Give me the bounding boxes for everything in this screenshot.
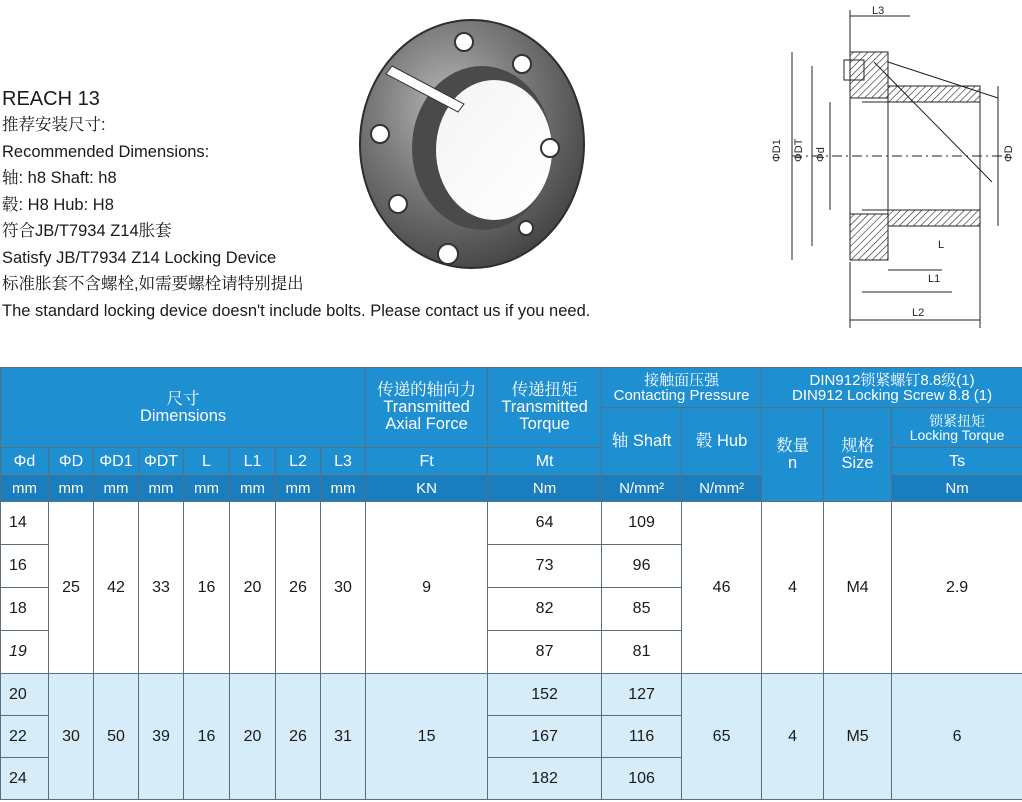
table-cell-Ft: 15 [366,674,488,800]
screw-header-cn: DIN912锁紧螺钉8.8级(1) [809,371,975,389]
unit-phiDT: mm [139,476,184,502]
table-cell-L3: 31 [321,674,366,800]
size-header [824,408,892,502]
torque-header-en1: Transmitted [501,398,588,416]
drawing-label-dt: ΦDT [793,138,805,162]
symbol-phid: Φd [1,448,49,476]
unit-L: mm [184,476,230,502]
unit-phiD: mm [49,476,94,502]
unit-L2: mm [276,476,321,502]
table-cell-L: 16 [184,674,230,800]
drawing-label-d1: ΦD1 [771,139,783,162]
table-cell-D: 25 [49,502,94,674]
table-cell-size: M4 [824,502,892,674]
axial-force-header-en1: Transmitted [383,398,470,416]
unit-P1: N/mm² [682,476,762,502]
product-title: REACH 13 [2,88,100,110]
screw-header [762,368,1022,408]
table-cell-P: 127 [602,674,682,716]
table-cell-d: 18 [1,588,49,631]
table-cell-Mt: 82 [488,588,602,631]
table-cell-L2: 26 [276,674,321,800]
table-cell-DT: 33 [139,502,184,674]
unit-Mt: Nm [488,476,602,502]
symbol-Ft: Ft [366,448,488,476]
table-cell-Ts: 6 [892,674,1022,800]
table-cell-d: 19 [1,631,49,674]
table-cell-L1: 20 [230,674,276,800]
unit-P: N/mm² [602,476,682,502]
symbol-L1: L1 [230,448,276,476]
symbol-L2: L2 [276,448,321,476]
table-cell-Mt: 64 [488,502,602,545]
symbol-phiD: ΦD [49,448,94,476]
table-cell-D: 30 [49,674,94,800]
symbol-Ts: Ts [892,448,1022,476]
locking-torque-header-cn: 锁紧扭矩 [929,412,986,429]
table-cell-D1: 50 [94,674,139,800]
drawing-label-l: L [938,239,945,251]
table-cell-P: 96 [602,545,682,588]
table-cell-P: 81 [602,631,682,674]
pressure-header [602,368,762,408]
table-cell-P1: 46 [682,502,762,674]
pressure-header-cn: 接触面压强 [644,371,720,389]
symbol-L: L [184,448,230,476]
table-cell-d: 16 [1,545,49,588]
table-cell-Mt: 87 [488,631,602,674]
drawing-label-l2: L2 [912,307,925,319]
qty-header-en: n [787,453,798,472]
table-cell-DT: 39 [139,674,184,800]
dimensions-header-en: Dimensions [139,406,227,425]
qty-header-cn: 数量 [776,436,810,455]
torque-header-cn: 传递扭矩 [511,381,578,399]
unit-phiD1: mm [94,476,139,502]
locking-device-photo [352,8,588,274]
unit-Ft: KN [366,476,488,502]
intro-line: The standard locking device doesn't include bolts. Please contact us if you need. [2,301,591,320]
table-cell-Ft: 9 [366,502,488,674]
table-cell-P: 85 [602,588,682,631]
table-cell-n: 4 [762,502,824,674]
shaft-header: 轴 Shaft [602,408,682,476]
unit-L3: mm [321,476,366,502]
torque-header-en2: Torque [519,415,570,433]
drawing-label-d: Φd [815,147,827,162]
axial-force-header-en2: Axial Force [385,415,468,433]
symbol-phiD1: ΦD1 [94,448,139,476]
symbol-phiDT: ΦDT [139,448,184,476]
table-cell-Mt: 167 [488,716,602,758]
torque-header [488,368,602,448]
dimensions-header-cn: 尺寸 [166,389,200,408]
table-cell-d: 22 [1,716,49,758]
table-cell-d: 20 [1,674,49,716]
intro-line: Satisfy JB/T7934 Z14 Locking Device [2,248,277,267]
table-cell-P: 106 [602,758,682,800]
technical-drawing [762,2,1020,330]
table-cell-Ts: 2.9 [892,502,1022,674]
table-cell-L2: 26 [276,502,321,674]
screw-header-en: DIN912 Locking Screw 8.8 (1) [792,386,993,404]
size-header-cn: 规格 [841,436,875,455]
unit-phid: mm [1,476,49,502]
intro-line: 符合JB/T7934 Z14胀套 [2,222,172,240]
drawing-label-l3: L3 [872,5,885,17]
dimensions-header [1,368,366,448]
drawing-label-dd: ΦD [1003,145,1015,162]
hub-header: 毂 Hub [682,408,762,476]
table-cell-D1: 42 [94,502,139,674]
table-cell-Mt: 73 [488,545,602,588]
locking-torque-header [892,408,1022,448]
axial-force-header [366,368,488,448]
table-cell-P: 109 [602,502,682,545]
intro-line: 标准胀套不含螺栓,如需要螺栓请特别提出 [2,275,304,293]
symbol-L3: L3 [321,448,366,476]
table-cell-d: 24 [1,758,49,800]
pressure-header-en: Contacting Pressure [613,386,750,404]
intro-line: 推荐安装尺寸: [2,116,106,134]
table-cell-n: 4 [762,674,824,800]
axial-force-header-cn: 传递的轴向力 [377,381,477,399]
table-cell-L1: 20 [230,502,276,674]
spec-table [0,367,1022,800]
table-cell-P: 116 [602,716,682,758]
table-cell-d: 14 [1,502,49,545]
symbol-Mt: Mt [488,448,602,476]
intro-line: 毂: H8 Hub: H8 [2,195,114,214]
qty-header [762,408,824,502]
size-header-en: Size [841,453,874,472]
locking-torque-header-en: Locking Torque [909,426,1005,443]
intro-line: Recommended Dimensions: [2,142,210,161]
table-cell-L3: 30 [321,502,366,674]
table-cell-P1: 65 [682,674,762,800]
table-cell-L: 16 [184,502,230,674]
table-cell-Mt: 152 [488,674,602,716]
intro-line: 轴: h8 Shaft: h8 [2,169,117,187]
unit-Ts: Nm [892,476,1022,502]
table-cell-size: M5 [824,674,892,800]
drawing-label-l1: L1 [928,273,941,285]
table-cell-Mt: 182 [488,758,602,800]
unit-L1: mm [230,476,276,502]
